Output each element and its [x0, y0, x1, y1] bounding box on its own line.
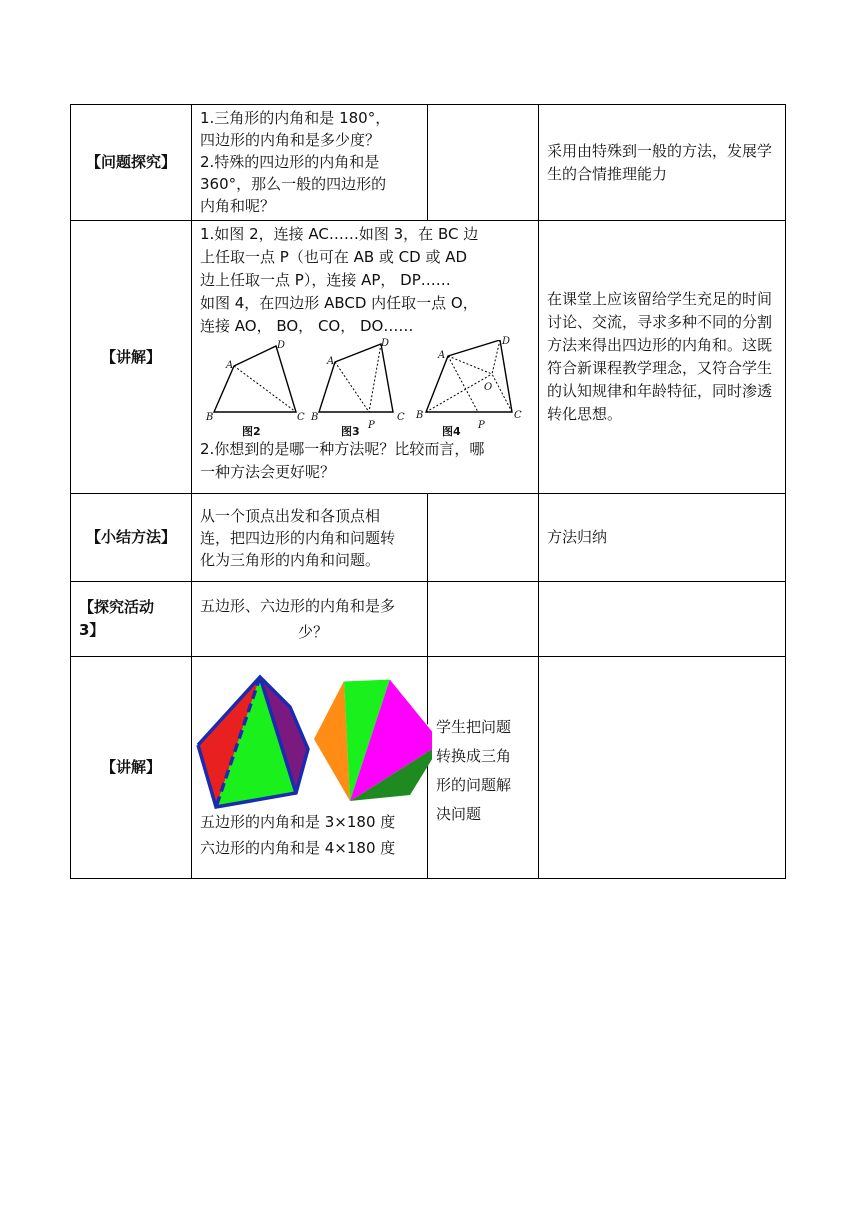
content-line: 一种方法会更好呢？: [200, 463, 336, 481]
content-line: 如图 4，在四边形 ABCD 内任取一点 O，: [200, 294, 478, 312]
content-line: 形的问题解: [436, 776, 512, 794]
content-line: 360°，那么一般的四边形的: [200, 175, 387, 193]
row-content: [192, 105, 428, 221]
figure-strip: [200, 338, 530, 436]
content-line: 决问题: [436, 805, 482, 823]
row-label: [71, 582, 192, 657]
vertex-label: B: [311, 412, 319, 423]
content-line: 化为三角形的内角和问题。: [200, 550, 381, 569]
row-content: [192, 657, 428, 879]
pentagon-hexagon-illustration: [192, 667, 432, 817]
vertex-label: D: [381, 338, 390, 349]
row-activity-3: [71, 582, 786, 657]
vertex-label: D: [502, 336, 511, 347]
polygon-figures: [192, 657, 427, 797]
label-line: 【探究活动: [79, 598, 155, 616]
vertex-label: A: [327, 356, 335, 367]
lesson-table: [70, 104, 786, 879]
content-line: 2.你想到的是哪一种方法呢？比较而言，哪: [200, 440, 485, 458]
content-line: 连接 AO， BO， CO， DO……: [200, 317, 414, 335]
content-line: 五边形的内角和是 3×180 度: [200, 813, 396, 831]
content-line: 四边形的内角和是多少度？: [200, 131, 381, 149]
row-explain-1: [71, 221, 786, 494]
vertex-label: A: [438, 350, 446, 361]
row-explain-2: [71, 657, 786, 879]
empty-cell: [428, 105, 539, 221]
vertex-label: C: [297, 412, 305, 423]
empty-cell: [428, 494, 539, 582]
vertex-label: P: [368, 420, 375, 431]
row-summary: [71, 494, 786, 582]
row-content: [192, 494, 428, 582]
vertex-label: B: [206, 412, 214, 423]
content-line: 边上任取一点 P），连接 AP， DP……: [200, 271, 451, 289]
figure-4: [416, 336, 524, 438]
empty-cell: [539, 582, 786, 657]
figure-2: [206, 340, 306, 436]
content-line: 六边形的内角和是 4×180 度: [200, 839, 396, 857]
vertex-label: A: [226, 360, 234, 371]
vertex-label: O: [484, 382, 493, 393]
content-line: 1.三角形的内角和是 180°，: [200, 109, 391, 127]
empty-cell: [428, 582, 539, 657]
figure-caption: 图4: [442, 425, 461, 438]
vertex-label: C: [397, 412, 405, 423]
content-line: 少？: [298, 623, 329, 641]
content-line: 从一个顶点出发和各顶点相: [200, 506, 381, 525]
row-label: 【问题探究】: [71, 105, 192, 221]
vertex-label: P: [478, 420, 485, 431]
row-problem-explore: [71, 105, 786, 221]
row-content: [192, 582, 428, 657]
content-line: 2.特殊的四边形的内角和是: [200, 153, 380, 171]
row-label: 【讲解】: [71, 657, 192, 879]
content-line: 1.如图 2，连接 AC……如图 3，在 BC 边: [200, 225, 479, 243]
row-note: 方法归纳: [539, 494, 786, 582]
row-note: 在课堂上应该留给学生充足的时间讨论、交流，寻求多种不同的分割方法来得出四边形的内角和。这既符合新课程教学理念，又符合学生的认知规律和年龄特征，同时渗透转化思想。: [539, 221, 786, 494]
content-line: 上任取一点 P（也可在 AB 或 CD 或 AD: [200, 248, 468, 266]
row-label: 【讲解】: [71, 221, 192, 494]
row-note: 采用由特殊到一般的方法，发展学生的合情推理能力: [539, 105, 786, 221]
row-label: 【小结方法】: [71, 494, 192, 582]
content-line: 内角和呢？: [200, 197, 276, 215]
content-line: 转换成三角: [436, 747, 512, 765]
content-line: 连，把四边形的内角和问题转: [200, 528, 396, 547]
figure-3: [313, 340, 413, 436]
content-line: 学生把问题: [436, 718, 512, 736]
figure-caption: 图3: [341, 425, 360, 438]
empty-cell: [539, 657, 786, 879]
vertex-label: C: [514, 410, 522, 421]
row-content: [192, 221, 539, 494]
label-line: 3】: [79, 621, 105, 639]
vertex-label: D: [277, 340, 286, 351]
vertex-label: B: [416, 410, 424, 421]
row-mid-note: [428, 657, 539, 879]
figure-caption: 图2: [242, 425, 261, 438]
content-line: 五边形、六边形的内角和是多: [200, 597, 396, 615]
